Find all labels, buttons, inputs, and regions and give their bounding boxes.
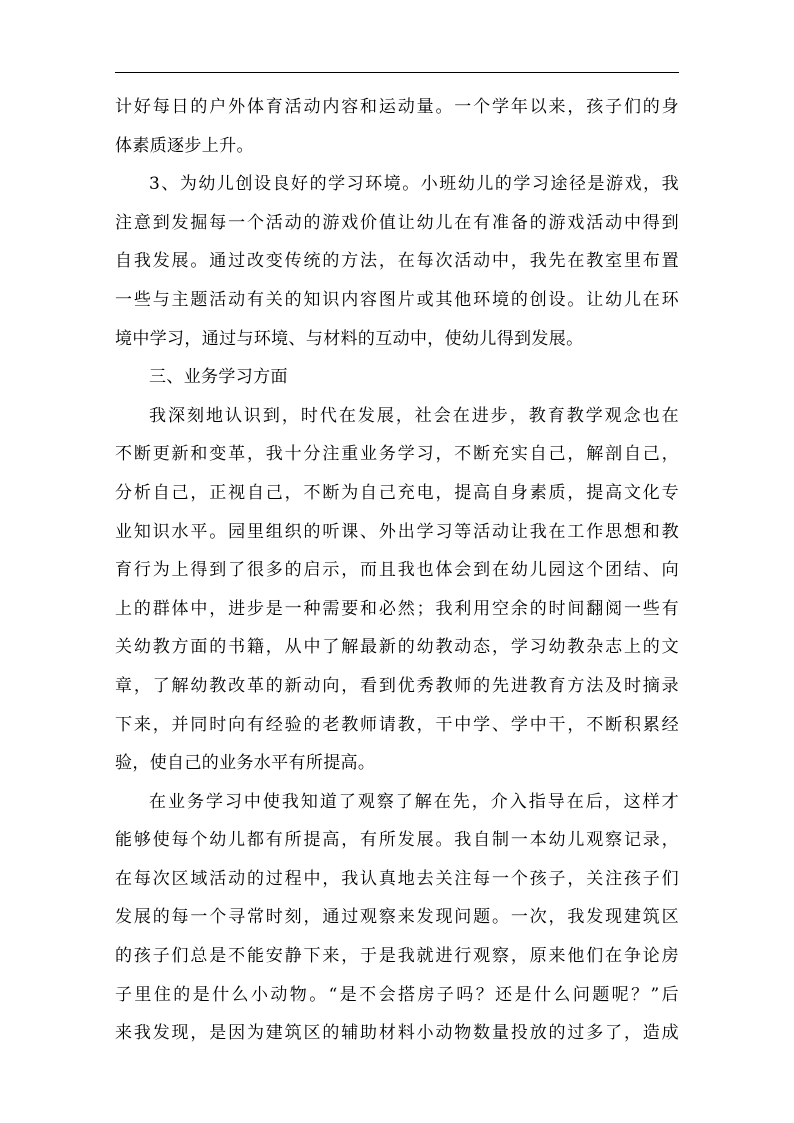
text-line: 育行为上得到了很多的启示，而且我也体会到在幼儿园这个团结、向: [115, 560, 679, 581]
text-line: 子里住的是什么小动物。“是不会搭房子吗？还是什么问题呢？”后: [115, 984, 679, 1005]
text-line: 章，了解幼教改革的新动向，看到优秀教师的先进教育方法及时摘录: [115, 675, 679, 696]
header-rule: [115, 72, 679, 73]
text-line: 来我发现，是因为建筑区的辅助材料小动物数量投放的过多了，造成: [115, 1023, 679, 1044]
text-line: 在业务学习中使我知道了观察了解在先，介入指导在后，这样才: [149, 791, 679, 812]
text-line: 业知识水平。园里组织的听课、外出学习等活动让我在工作思想和教: [115, 521, 679, 542]
text-line: 能够使每个幼儿都有所提高，有所发展。我自制一本幼儿观察记录，: [115, 830, 679, 851]
text-line: 的孩子们总是不能安静下来，于是我就进行观察，原来他们在争论房: [115, 946, 679, 967]
text-line: 下来，并同时向有经验的老教师请教，干中学、学中干，不断积累经: [115, 714, 679, 735]
text-line: 境中学习，通过与环境、与材料的互动中，使幼儿得到发展。: [115, 328, 584, 349]
text-line: 体素质逐步上升。: [115, 135, 254, 156]
text-line: 不断更新和变革，我十分注重业务学习，不断充实自己，解剖自己，: [115, 444, 679, 465]
text-line: 注意到发掘每一个活动的游戏价值让幼儿在有准备的游戏活动中得到: [115, 212, 679, 233]
text-line: 自我发展。通过改变传统的方法，在每次活动中，我先在教室里布置: [115, 251, 679, 272]
text-line: 我深刻地认识到，时代在发展，社会在进步，教育教学观念也在: [149, 405, 679, 426]
text-line: 验，使自己的业务水平有所提高。: [115, 753, 376, 774]
text-line: 发展的每一个寻常时刻，通过观察来发现问题。一次，我发现建筑区: [115, 907, 679, 928]
text-line: 一些与主题活动有关的知识内容图片或其他环境的创设。让幼儿在环: [115, 289, 679, 310]
text-line: 上的群体中，进步是一种需要和必然；我利用空余的时间翻阅一些有: [115, 598, 679, 619]
text-line: 3、为幼儿创设良好的学习环境。小班幼儿的学习途径是游戏，我: [149, 174, 679, 195]
text-line: 关幼教方面的书籍，从中了解最新的幼教动态，学习幼教杂志上的文: [115, 637, 679, 658]
text-line: 在每次区域活动的过程中，我认真地去关注每一个孩子，关注孩子们: [115, 868, 679, 889]
text-line: 三、业务学习方面: [149, 367, 288, 388]
text-line: 分析自己，正视自己，不断为自己充电，提高自身素质，提高文化专: [115, 482, 679, 503]
document-body: [115, 88, 679, 1053]
text-line: 计好每日的户外体育活动内容和运动量。一个学年以来，孩子们的身: [115, 97, 679, 117]
